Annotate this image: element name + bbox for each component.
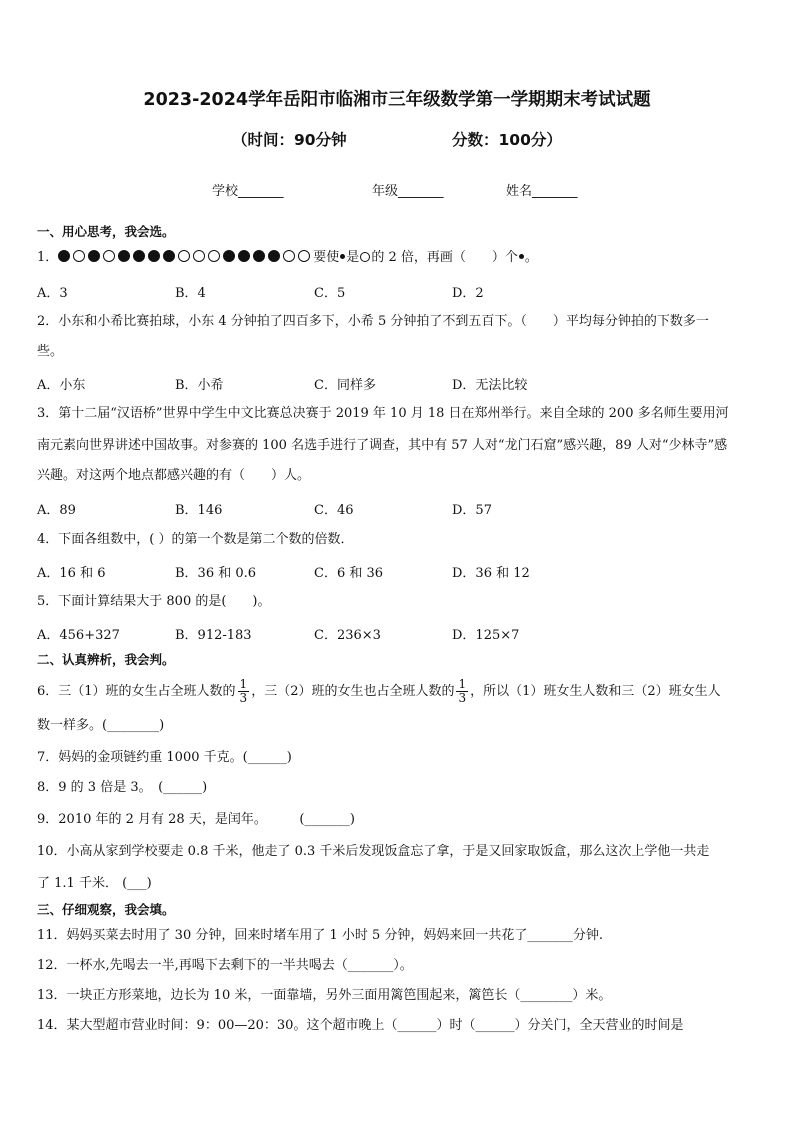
q4-option-c[interactable]: C．6 和 36 xyxy=(314,566,384,581)
q1-option-b[interactable]: B．4 xyxy=(175,286,206,301)
q5-option-c[interactable]: C．236×3 xyxy=(314,628,381,643)
question-3-line-1: 3．第十二届“汉语桥”世界中学生中文比赛总决赛于 2019 年 10 月 18 日在郑州举行。来自全球的 200 多名师生要用河 xyxy=(37,406,729,421)
question-10-line-1: 10．小高从家到学校要走 0.8 千米，他走了 0.3 千米后发现饭盒忘了拿，于是又回家取饭盒，那么这次上学他一共走 xyxy=(37,844,710,859)
q2-option-d[interactable]: D．无法比较 xyxy=(452,378,528,393)
school-field: 学校_______ xyxy=(212,184,284,199)
q2-option-a[interactable]: A．小东 xyxy=(37,378,86,393)
q4-option-d[interactable]: D．36 和 12 xyxy=(452,566,530,581)
hollow-circle-icon xyxy=(283,250,295,262)
section-heading-2: 二、认真辨析，我会判。 xyxy=(37,652,175,667)
question-3-line-2: 南元素向世界讲述中国故事。对参赛的 100 名选手进行了调查，其中有 57 人对“龙门石窟”感兴趣，89 人对“少林寺”感 xyxy=(37,438,728,453)
filled-circle-icon xyxy=(238,250,250,262)
exam-time: （时间：90分钟 xyxy=(232,131,347,149)
filled-circle-icon xyxy=(268,250,280,262)
q5-option-d[interactable]: D．125×7 xyxy=(452,628,520,643)
filled-circle-icon xyxy=(88,250,100,262)
question-8: 8．9 的 3 倍是 3。 (______) xyxy=(37,780,208,795)
q3-option-d[interactable]: D．57 xyxy=(452,503,492,518)
fraction-one-third xyxy=(456,678,468,705)
section-heading-3: 三、仔细观察，我会填。 xyxy=(37,902,175,917)
question-13: 13．一块正方形菜地，边长为 10 米，一面靠墙，另外三面用篱笆围起来，篱笆长（________）米。 xyxy=(37,988,612,1003)
question-text: ，所以（1）班女生人数和三（2）班女生人 xyxy=(470,684,721,699)
filled-circle-icon xyxy=(58,250,70,262)
filled-circle-icon xyxy=(223,250,235,262)
question-11: 11．妈妈买菜去时用了 30 分钟，回来时堵车用了 1 小时 5 分钟，妈妈来回一共花了_______分钟. xyxy=(37,928,604,943)
question-4: 4．下面各组数中，( ）的第一个数是第二个数的倍数． xyxy=(37,532,354,547)
q4-option-b[interactable]: B．36 和 0.6 xyxy=(175,566,257,581)
name-field: 姓名_______ xyxy=(506,184,578,199)
q3-option-b[interactable]: B．146 xyxy=(175,503,223,518)
q2-option-b[interactable]: B．小希 xyxy=(175,378,224,393)
section-heading-1: 一、用心思考，我会选。 xyxy=(37,224,175,239)
hollow-circle-icon xyxy=(360,252,370,262)
q3-option-c[interactable]: C．46 xyxy=(314,503,354,518)
q5-option-a[interactable]: A．456+327 xyxy=(37,628,120,643)
question-2-line-2: 些。 xyxy=(37,344,64,359)
fraction-numerator: 1 xyxy=(458,677,467,691)
circle-sequence xyxy=(58,250,313,265)
question-number: 1． xyxy=(37,250,59,265)
question-9: 9．2010 年的 2 月有 28 天，是闰年。 (_______) xyxy=(37,812,355,827)
question-text: ，三（2）班的女生也占全班人数的 xyxy=(251,684,455,699)
question-7: 7．妈妈的金项链约重 1000 千克。(______) xyxy=(37,750,292,765)
grade-field: 年级_______ xyxy=(372,184,444,199)
q1-option-d[interactable]: D．2 xyxy=(452,286,484,301)
hollow-circle-icon xyxy=(208,250,220,262)
fraction-numerator: 1 xyxy=(239,677,248,691)
q1-option-c[interactable]: C．5 xyxy=(314,286,346,301)
question-text: 的 2 倍，再画（ ）个 xyxy=(371,250,518,265)
question-3-line-3: 兴趣。对这两个地点都感兴趣的有（ ）人。 xyxy=(37,468,311,483)
question-text: 6．三（1）班的女生占全班人数的 xyxy=(37,684,236,699)
fraction-denominator: 3 xyxy=(239,691,248,705)
hollow-circle-icon xyxy=(103,250,115,262)
filled-circle-icon xyxy=(148,250,160,262)
page-title: 2023-2024学年岳阳市临湘市三年级数学第一学期期末考试试题 xyxy=(143,90,651,110)
question-6-line-2: 数一样多。(________) xyxy=(37,718,165,733)
filled-circle-icon xyxy=(253,250,265,262)
question-1 xyxy=(37,248,764,268)
hollow-circle-icon xyxy=(193,250,205,262)
q2-option-c[interactable]: C．同样多 xyxy=(314,378,376,393)
question-text: 是 xyxy=(346,250,360,265)
filled-circle-icon xyxy=(133,250,145,262)
filled-circle-icon xyxy=(163,250,175,262)
question-5: 5．下面计算结果大于 800 的是( )。 xyxy=(37,594,271,609)
question-6-line-1 xyxy=(37,678,764,705)
filled-dot-icon xyxy=(340,254,345,259)
hollow-circle-icon xyxy=(178,250,190,262)
q4-option-a[interactable]: A．16 和 6 xyxy=(37,566,106,581)
hollow-circle-icon xyxy=(73,250,85,262)
q5-option-b[interactable]: B．912-183 xyxy=(175,628,252,643)
question-10-line-2: 了 1.1 千米． (___) xyxy=(37,876,152,891)
question-12: 12．一杯水,先喝去一半,再喝下去剩下的一半共喝去（_______）。 xyxy=(37,958,413,973)
fraction-one-third xyxy=(238,678,250,705)
exam-score: 分数：100分） xyxy=(452,131,562,149)
fraction-denominator: 3 xyxy=(458,691,467,705)
question-14: 14．某大型超市营业时间：9：00—20：30。这个超市晚上（______）时（______）分关门，全天营业的时间是 xyxy=(37,1018,684,1033)
q1-option-a[interactable]: A．3 xyxy=(37,286,68,301)
question-2-line-1: 2．小东和小希比赛拍球，小东 4 分钟拍了四百多下，小希 5 分钟拍了不到五百下。（ ）平均每分钟拍的下数多一 xyxy=(37,314,709,329)
q3-option-a[interactable]: A．89 xyxy=(37,503,76,518)
filled-dot-icon xyxy=(519,254,524,259)
hollow-circle-icon xyxy=(298,250,310,262)
filled-circle-icon xyxy=(118,250,130,262)
question-text: 要使 xyxy=(313,250,340,265)
question-text: 。 xyxy=(524,250,538,265)
